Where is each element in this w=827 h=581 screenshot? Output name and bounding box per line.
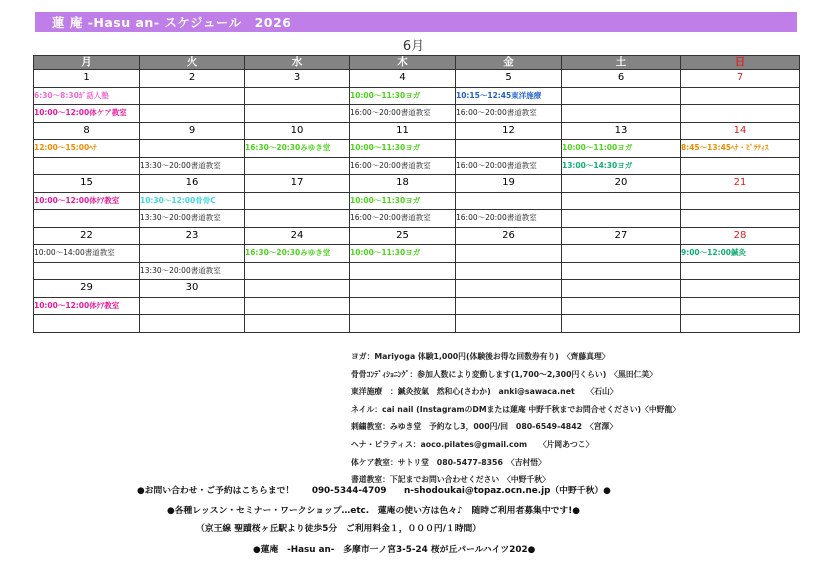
event-cell [562, 192, 681, 210]
event-cell [562, 315, 681, 333]
event-cell [562, 105, 681, 123]
event-cell: 10:30～12:00骨骨C [140, 192, 245, 210]
note-line: 体ケア教室：サトリ堂 080-5477-8356 〈吉村悟〉 [351, 457, 546, 467]
date-cell [456, 280, 562, 298]
date-cell: 23 [140, 227, 245, 245]
date-cell: 11 [350, 122, 456, 140]
event-cell [562, 262, 681, 280]
event-cell: 16:00～20:00書道教室 [456, 210, 562, 228]
date-cell: 30 [140, 280, 245, 298]
date-cell: 6 [562, 70, 681, 88]
date-cell: 17 [245, 175, 350, 193]
note-line: ヘナ・ピラティス：aoco.pilates@gmail.com 〈片岡あつこ〉 [351, 439, 594, 449]
weekday-mon: 月 [34, 56, 140, 70]
note-line: 東洋施療 ：鍼灸按氣 然和心(さわか) anki@sawaca.net 〈石山〉 [351, 387, 618, 397]
week-2-events-a [34, 140, 800, 158]
week-5-events-a [34, 297, 800, 315]
weekday-wed: 水 [245, 56, 350, 70]
week-4-events-a [34, 245, 800, 263]
event-cell [562, 210, 681, 228]
event-cell: 13:00～14:30ヨガ [562, 157, 681, 175]
event-cell [350, 262, 456, 280]
event-cell [140, 315, 245, 333]
contact-line-recruit: ●各種レッスン・セミナー・ワークショップ…etc. 蓮庵の使い方は色々♪ 随時ご利用者募集中です!● [167, 506, 580, 516]
event-cell [140, 105, 245, 123]
event-cell [681, 87, 800, 105]
event-cell [245, 105, 350, 123]
event-cell [456, 297, 562, 315]
event-cell: 16:00～20:00書道教室 [456, 105, 562, 123]
instructor-notes [351, 348, 680, 489]
event-cell: 13:30～20:00書道教室 [140, 210, 245, 228]
weekday-sat: 土 [562, 56, 681, 70]
event-cell [456, 245, 562, 263]
event-cell [456, 192, 562, 210]
event-cell: 10:15～12:45東洋施療 [456, 87, 562, 105]
week-1-dates [34, 70, 800, 88]
date-cell: 27 [562, 227, 681, 245]
event-cell: 10:00～14:00書道教室 [34, 245, 140, 263]
date-cell: 7 [681, 70, 800, 88]
event-cell: 16:00～20:00書道教室 [350, 105, 456, 123]
event-cell: 10:00～12:00体ｹｱ教室 [34, 297, 140, 315]
event-cell: 13:30～20:00書道教室 [140, 262, 245, 280]
event-cell [140, 297, 245, 315]
week-3-events-a [34, 192, 800, 210]
date-cell: 15 [34, 175, 140, 193]
event-cell [140, 140, 245, 158]
week-3-dates [34, 175, 800, 193]
event-cell [681, 262, 800, 280]
note-line: 骨骨ｺﾝﾃﾞｨｼｮﾆﾝｸﾞ：参加人数により変動します(1,700～2,300円くらい) 〈黒田仁美〉 [351, 369, 657, 379]
note-line: ヨガ：Mariyoga 体験1,000円(体験後お得な回数券有り) 〈齊藤真理〉 [351, 352, 610, 361]
date-cell: 18 [350, 175, 456, 193]
date-cell [681, 280, 800, 298]
note-line: 書道教室：下記までお問い合わせください 〈中野千秋〉 [351, 475, 550, 485]
event-cell [562, 245, 681, 263]
event-cell: 13:30～20:00書道教室 [140, 157, 245, 175]
week-4-dates [34, 227, 800, 245]
event-cell [456, 262, 562, 280]
event-cell: 10:00～11:30ヨガ [350, 87, 456, 105]
date-cell: 29 [34, 280, 140, 298]
date-cell: 24 [245, 227, 350, 245]
date-cell: 4 [350, 70, 456, 88]
date-cell: 2 [140, 70, 245, 88]
event-cell [34, 210, 140, 228]
contact-line-address: ●蓮庵 -Hasu an- 多摩市一ノ宮3-5-24 桜が丘パールハイツ202● [253, 545, 536, 555]
event-cell [34, 315, 140, 333]
event-cell: 16:30～20:30みゆき堂 [245, 140, 350, 158]
date-cell: 1 [34, 70, 140, 88]
event-cell [34, 262, 140, 280]
page-title: 蓮 庵 -Hasu an- スケジュール 2026 [52, 15, 292, 30]
event-cell: 16:00～20:00書道教室 [350, 157, 456, 175]
event-cell [681, 157, 800, 175]
event-cell: 10:00～11:30ヨガ [350, 192, 456, 210]
date-cell: 8 [34, 122, 140, 140]
event-cell: 10:00～11:30ヨガ [350, 245, 456, 263]
weekday-sun: 日 [681, 56, 800, 70]
week-1-events-b [34, 105, 800, 123]
date-cell: 14 [681, 122, 800, 140]
weekday-tue: 火 [140, 56, 245, 70]
date-cell: 13 [562, 122, 681, 140]
event-cell: 10:00～12:00体ｹｱ教室 [34, 192, 140, 210]
date-cell: 22 [34, 227, 140, 245]
week-5-dates [34, 280, 800, 298]
weekday-header-row [34, 56, 800, 70]
date-cell: 26 [456, 227, 562, 245]
event-cell [245, 157, 350, 175]
event-cell [245, 87, 350, 105]
contact-line-inquiry: ●お問い合わせ・ご予約はこちらまで！ 090-5344-4709 n-shodoukai@topaz.ocn.ne.jp（中野千秋）● [137, 486, 611, 496]
month-label: 6月 [402, 39, 425, 54]
date-cell: 28 [681, 227, 800, 245]
event-cell: 9:00～12:00鍼灸 [681, 245, 800, 263]
week-3-events-b [34, 210, 800, 228]
event-cell [245, 297, 350, 315]
date-cell: 10 [245, 122, 350, 140]
event-cell [456, 140, 562, 158]
event-cell: 10:00～11:00ヨガ [562, 140, 681, 158]
event-cell: 16:00～20:00書道教室 [456, 157, 562, 175]
event-cell [456, 315, 562, 333]
event-cell: 16:00～20:00書道教室 [350, 210, 456, 228]
date-cell: 20 [562, 175, 681, 193]
date-cell [562, 280, 681, 298]
note-line: ネイル：cai nail (InstagramのDMまたは蓮庵 中野千秋までお問合せください)〈中野龍〉 [351, 404, 681, 414]
event-cell [681, 315, 800, 333]
event-cell [681, 297, 800, 315]
date-cell: 25 [350, 227, 456, 245]
event-cell: 10:00～11:30ヨガ [350, 140, 456, 158]
week-1-events-a [34, 87, 800, 105]
event-cell [245, 210, 350, 228]
event-cell: 16:30～20:30みゆき堂 [245, 245, 350, 263]
week-2-events-b [34, 157, 800, 175]
event-cell [245, 315, 350, 333]
note-line: 刺繍教室：みゆき堂 予約なし3，000円/回 080-6549-4842 〈宮澤〉 [351, 422, 618, 432]
date-cell: 19 [456, 175, 562, 193]
event-cell [350, 297, 456, 315]
date-cell: 12 [456, 122, 562, 140]
date-cell [350, 280, 456, 298]
event-cell [140, 245, 245, 263]
event-cell: 6:30～8:30ｶﾞ話人塾 [34, 87, 140, 105]
week-2-dates [34, 122, 800, 140]
event-cell: 8:45～13:45ﾍﾅ・ﾋﾟﾗﾃｨｽ [681, 140, 800, 158]
week-5-events-b [34, 315, 800, 333]
date-cell: 16 [140, 175, 245, 193]
event-cell: 12:00～15:00ﾍﾅ [34, 140, 140, 158]
event-cell: 10:00～12:00体ケア教室 [34, 105, 140, 123]
event-cell [245, 192, 350, 210]
event-cell [681, 210, 800, 228]
weekday-fri: 金 [456, 56, 562, 70]
schedule-calendar [33, 55, 800, 333]
weekday-thu: 木 [350, 56, 456, 70]
event-cell [681, 105, 800, 123]
event-cell [140, 87, 245, 105]
date-cell [245, 280, 350, 298]
contact-line-access: （京王線 聖蹟桜ヶ丘駅より徒歩5分 ご利用料金１，０００円/１時間） [196, 524, 482, 534]
date-cell: 5 [456, 70, 562, 88]
event-cell [350, 315, 456, 333]
week-4-events-b [34, 262, 800, 280]
date-cell: 3 [245, 70, 350, 88]
event-cell [34, 157, 140, 175]
date-cell: 9 [140, 122, 245, 140]
date-cell: 21 [681, 175, 800, 193]
event-cell [245, 262, 350, 280]
event-cell [562, 297, 681, 315]
event-cell [562, 87, 681, 105]
event-cell [681, 192, 800, 210]
